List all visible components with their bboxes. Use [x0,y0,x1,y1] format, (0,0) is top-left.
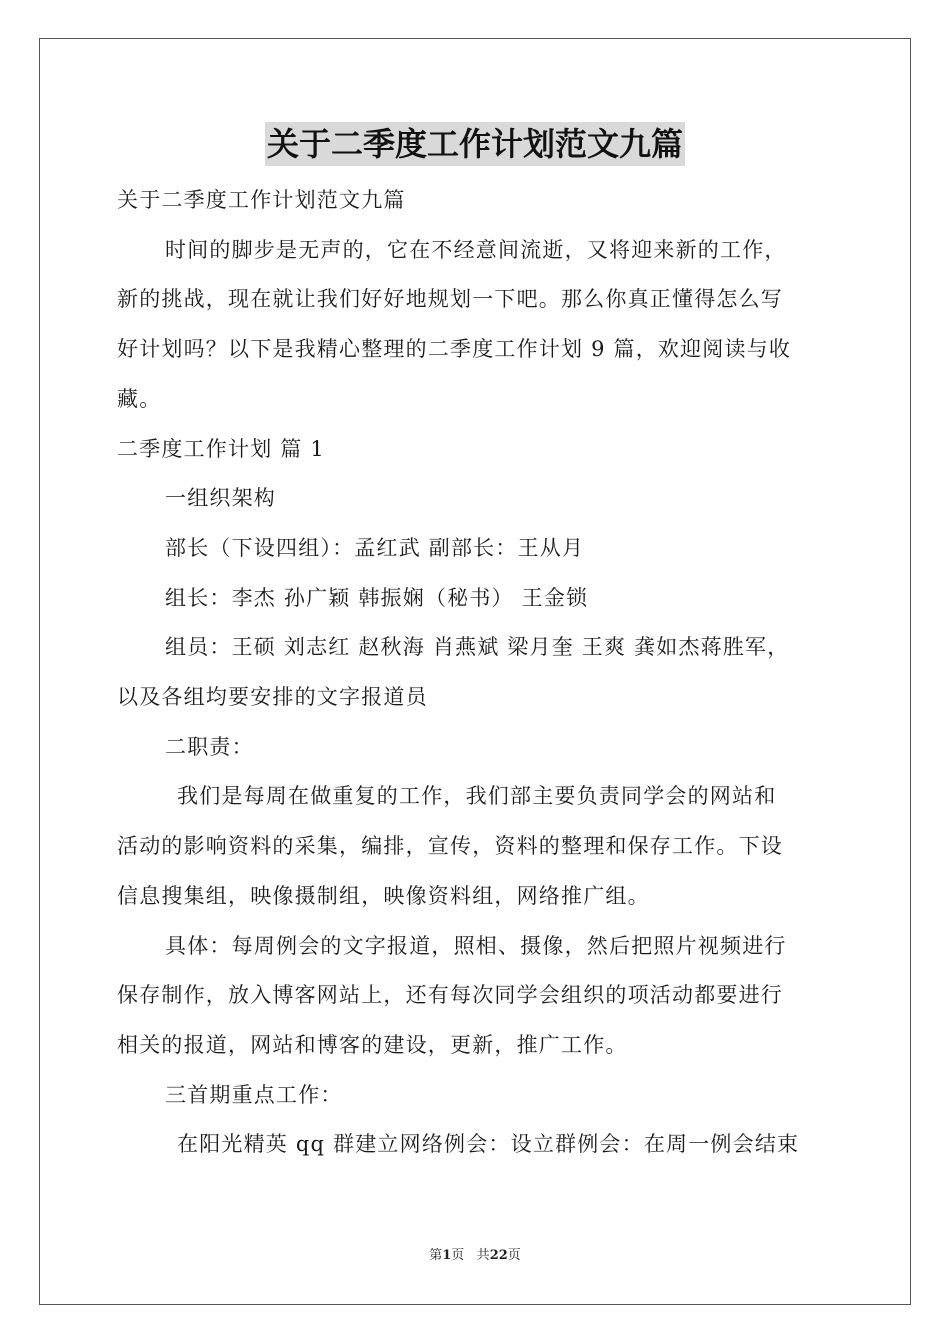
document-title: 关于二季度工作计划范文九篇 [265,122,685,166]
paragraph-line: 在阳光精英 qq 群建立网络例会：设立群例会：在周一例会结束 [177,1132,800,1157]
footer-total-prefix: 共 [476,1248,490,1263]
paragraph-line: 一组织架构 [165,486,276,511]
footer-prefix: 第 [429,1248,443,1263]
paragraph-line: 活动的影响资料的采集，编排，宣传，资料的整理和保存工作。下设 [117,834,783,859]
paragraph-line: 时间的脚步是无声的，它在不经意间流逝，又将迎来新的工作， [165,237,787,262]
section-heading: 二季度工作计划 篇 1 [117,436,325,461]
paragraph-line: 保存制作，放入博客网站上，还有每次同学会组织的项活动都要进行 [117,983,783,1008]
paragraph-line: 三首期重点工作： [165,1082,343,1107]
subtitle-line: 关于二季度工作计划范文九篇 [117,188,406,212]
paragraph-line: 我们是每周在做重复的工作，我们部主要负责同学会的网站和 [177,784,777,809]
paragraph-line: 组长：李杰 孙广颖 韩振娴（秘书） 王金锁 [165,585,589,610]
paragraph-line: 信息搜集组，映像摄制组，映像资料组，网络推广组。 [117,883,650,908]
title-container [0,122,950,166]
paragraph-line: 具体：每周例会的文字报道，照相、摄像，然后把照片视频进行 [165,933,787,958]
page-number: 1 [442,1248,452,1263]
paragraph-line: 新的挑战，现在就让我们好好地规划一下吧。那么你真正懂得怎么写 [117,287,783,312]
paragraph-line: 以及各组均要安排的文字报道员 [117,685,428,710]
paragraph-line: 藏。 [117,386,162,411]
paragraph-line: 组员：王硕 刘志红 赵秋海 肖燕斌 梁月奎 王爽 龚如杰蒋胜军， [165,635,790,660]
page-footer [0,1246,950,1266]
paragraph-line: 部长（下设四组）：孟红武 副部长：王从月 [165,535,585,560]
paragraph-line: 好计划吗？以下是我精心整理的二季度工作计划 9 篇，欢迎阅读与收 [117,337,792,362]
footer-total-suffix: 页 [507,1248,521,1263]
paragraph-line: 相关的报道，网站和博客的建设，更新，推广工作。 [117,1032,628,1057]
total-pages: 22 [489,1248,508,1263]
document-body [117,176,837,1170]
paragraph-line: 二职责： [165,734,254,759]
footer-page-suffix: 页 [451,1248,465,1263]
